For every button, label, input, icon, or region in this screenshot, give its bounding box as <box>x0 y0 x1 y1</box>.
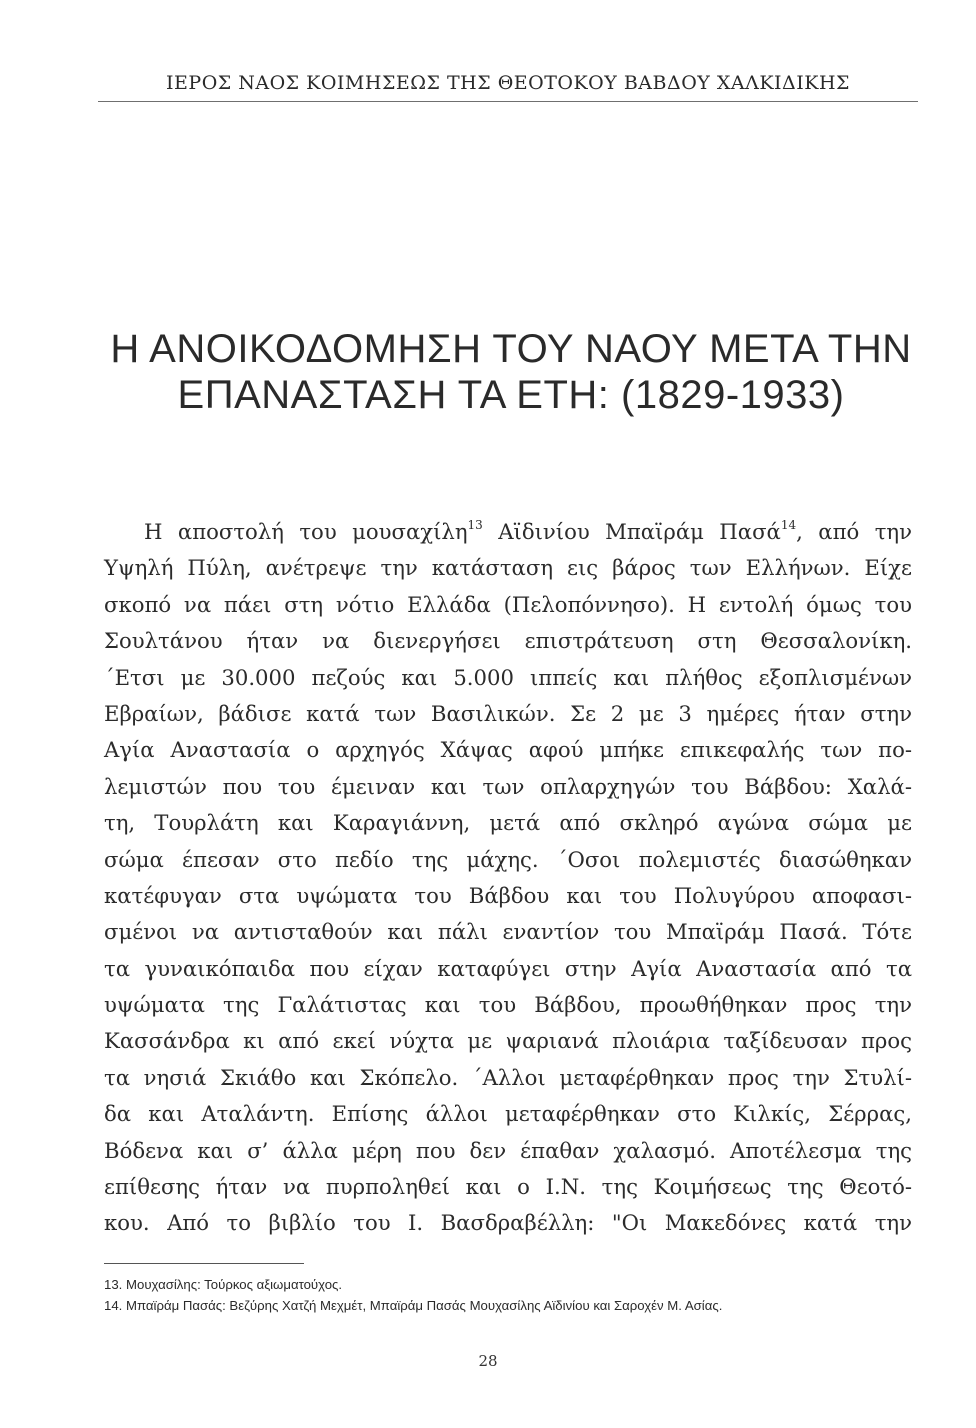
body-line: Υψηλή Πύλη, ανέτρεψε την κατάσταση εις βάρος των Ελλήνων. Είχε <box>104 555 912 581</box>
footnotes <box>104 1274 912 1316</box>
page-number: 28 <box>478 1352 498 1370</box>
body-text <box>104 514 912 1242</box>
body-line-1 <box>104 514 912 550</box>
body-line: Βόδενα και σ’ άλλα μέρη που δεν έπαθαν χαλασμό. Αποτέλεσμα της <box>104 1137 912 1163</box>
body-line: υψώματα της Γαλάτιστας και του Βάβδου, προωθήθηκαν προς την <box>104 992 912 1018</box>
body-line: Σουλτάνου ήταν να διενεργήσει επιστράτευση στη Θεσσαλονίκη. <box>104 628 912 654</box>
chapter-title-line-1: Η ΑΝΟΙΚΟΔΟΜΗΣΗ ΤΟΥ ΝΑΟΥ ΜΕΤΑ ΤΗΝ <box>110 327 912 371</box>
header-rule <box>98 101 918 102</box>
body-line: λεμιστών που του έμειναν και των οπλαρχηγών του Βάβδου: Χαλά- <box>104 773 912 799</box>
body-line: τα νησιά Σκιάθο και Σκόπελο. ΄Αλλοι μεταφέρθηκαν προς την Στυλί- <box>104 1064 912 1090</box>
body-line: κατέφυγαν στα υψώματα του Βάβδου και του Πολυγύρου αποφασι- <box>104 882 912 908</box>
body-line: τη, Τουρλάτη και Καραγιάννη, μετά από σκληρό αγώνα σώμα με <box>104 810 912 836</box>
body-line: σώμα έπεσαν στο πεδίο της μάχης. ΄Οσοι πολεμιστές διασώθηκαν <box>104 846 912 872</box>
body-line: Εβραίων, βάδισε κατά των Βασιλικών. Σε 2 με 3 ημέρες ήταν στην <box>104 700 912 726</box>
body-line: σκοπό να πάει στη νότιο Ελλάδα (Πελοπόννησο). Η εντολή όμως του <box>104 591 912 617</box>
body-line: τα γυναικόπαιδα που είχαν καταφύγει στην Αγία Αναστασία από τα <box>104 955 912 981</box>
body-line-1-part-c: , από την <box>796 519 912 544</box>
body-line: ΄Ετσι με 30.000 πεζούς και 5.000 ιππείς και πλήθος εξοπλισμένων <box>104 664 912 690</box>
footnote-rule <box>104 1263 304 1264</box>
body-line-1-part-a: Η αποστολή του μουσαχίλη <box>144 519 468 544</box>
body-line-1-part-b: Αϊδινίου Μπαϊράμ Πασά <box>482 519 781 544</box>
running-header: ΙΕΡΟΣ ΝΑΟΣ ΚΟΙΜΗΣΕΩΣ ΤΗΣ ΘΕΟΤΟΚΟΥ ΒΑΒΔΟΥ ΧΑΛΚΙΔΙΚΗΣ <box>166 72 850 94</box>
footnote-14: 14. Μπαϊράμ Πασάς: Βεζύρης Χατζή Μεχμέτ, Μπαϊράμ Πασάς Μουχασίλης Αϊδινίου και Σαροχέν Μ. Ασίας. <box>104 1298 723 1313</box>
body-line: κου. Από το βιβλίο του Ι. Βασδραβέλλη: "Οι Μακεδόνες κατά την <box>104 1210 912 1236</box>
chapter-title-line-2: ΕΠΑΝΑΣΤΑΣΗ ΤΑ ΕΤΗ: (1829-1933) <box>177 373 845 417</box>
body-line: Κασσάνδρα κι από εκεί νύχτα με ψαριανά πλοιάρια ταξίδευσαν προς <box>104 1028 912 1054</box>
body-line: δα και Αταλάντη. Επίσης άλλοι μεταφέρθηκαν στο Κιλκίς, Σέρρας, <box>104 1101 912 1127</box>
body-line: επίθεσης ήταν να πυρποληθεί και ο Ι.Ν. της Κοιμήσεως της Θεοτό- <box>104 1174 912 1200</box>
footnote-ref-13[interactable]: 13 <box>467 517 483 532</box>
body-line: σμένοι να αντισταθούν και πάλι εναντίον του Μπαϊράμ Πασά. Τότε <box>104 919 912 945</box>
footnote-13: 13. Μουχασίλης: Τούρκος αξιωματούχος. <box>104 1277 343 1292</box>
footnote-ref-14[interactable]: 14 <box>780 517 797 532</box>
chapter-title <box>100 326 922 418</box>
body-line: Αγία Αναστασία ο αρχηγός Χάψας αφού μπήκε επικεφαλής των πο- <box>104 737 912 763</box>
